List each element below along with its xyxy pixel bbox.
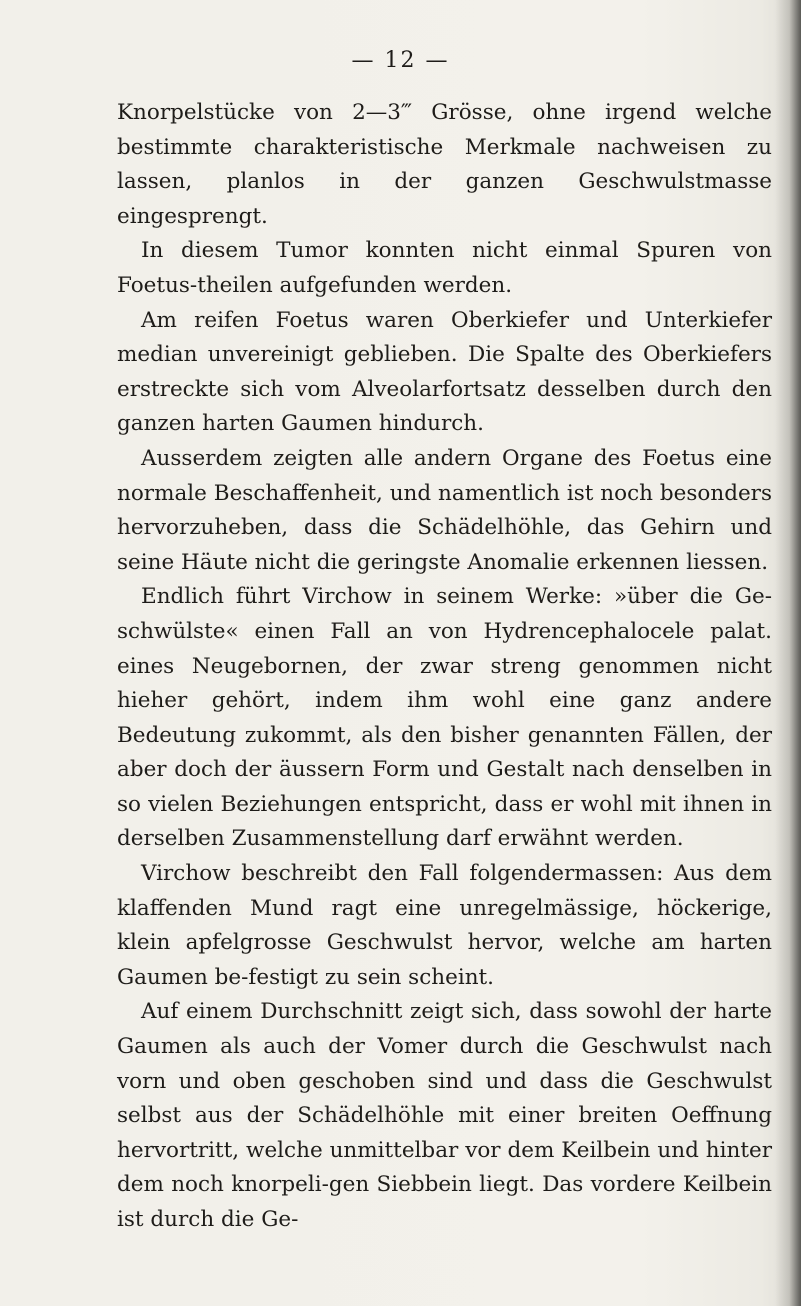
paragraph: Endlich führt Virchow in seinem Werke: »über die Ge-schwülste« einen Fall an von Hydrencephalocele palat. eines Neugebornen, der zwar streng genommen nicht hieher gehört, indem ihm wohl eine ganz andere Bedeutung zukommt, als den bisher genannten Fällen, der aber doch der äussern Form und Gestalt nach denselben in so vielen Beziehungen entspricht, dass er wohl mit ihnen in derselben Zusammenstellung darf erwähnt werden. — [117, 584, 772, 852]
paragraph: Auf einem Durchschnitt zeigt sich, dass sowohl der harte Gaumen als auch der Vomer durch die Geschwulst nach vorn und oben geschoben sind und dass die Geschwulst selbst aus der Schädelhöhle mit einer breiten Oeffnung hervortritt, welche unmittelbar vor dem Keilbein und hinter dem noch knorpeli-gen Siebbein liegt. Das vordere Keilbein ist durch die Ge- — [117, 999, 772, 1232]
paragraph: Am reifen Foetus waren Oberkiefer und Unterkiefer median unvereinigt geblieben. Die Spalte des Oberkiefers erstreckte sich vom Alveolarfortsatz desselben durch den ganzen harten Gaumen hindurch. — [117, 307, 772, 437]
body-text — [117, 96, 772, 1238]
page-number: — 12 — — [351, 48, 450, 73]
paragraph: Virchow beschreibt den Fall folgendermassen: Aus dem klaffenden Mund ragt eine unregelmässige, höckerige, klein apfelgrosse Geschwulst hervor, welche am harten Gaumen be-festigt zu sein scheint. — [117, 861, 772, 990]
paragraph: In diesem Tumor konnten nicht einmal Spuren von Foetus-theilen aufgefunden werden. — [117, 238, 772, 298]
paragraph: Knorpelstücke von 2—3‴ Grösse, ohne irgend welche bestimmte charakteristische Merkmale nachweisen zu lassen, planlos in der ganzen Geschwulstmasse eingesprengt. — [117, 100, 772, 229]
paragraph: Ausserdem zeigten alle andern Organe des Foetus eine normale Beschaffenheit, und namentlich ist noch besonders hervorzuheben, dass die Schädelhöhle, das Gehirn und seine Häute nicht die geringste Anomalie erkennen liessen. — [117, 445, 772, 575]
page-edge-shadow — [775, 0, 801, 1306]
